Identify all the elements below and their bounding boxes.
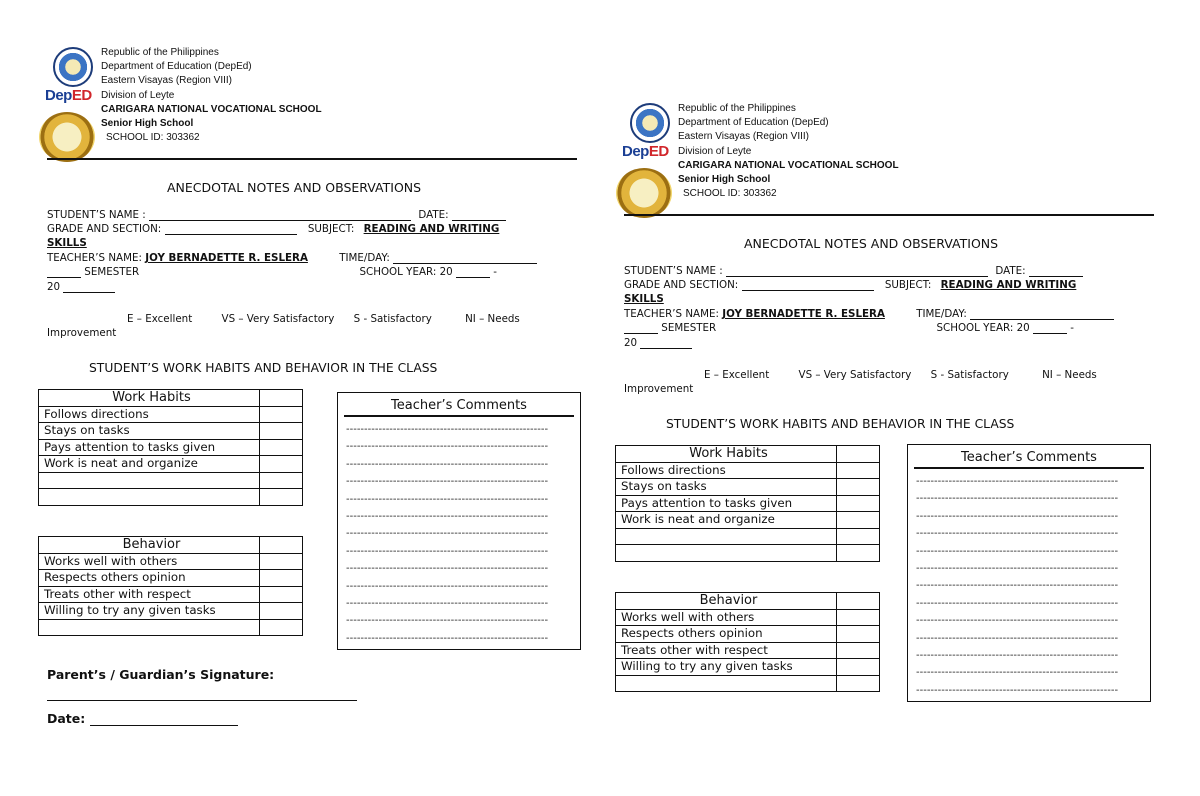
teacher-row: TEACHER’S NAME: JOY BERNADETTE R. ESLERA TIME/DAY: xyxy=(47,252,537,264)
teacher-row: TEACHER’S NAME: JOY BERNADETTE R. ESLERA TIME/DAY: xyxy=(624,308,1114,320)
student-name-row: STUDENT’S NAME : DATE: xyxy=(624,265,1083,277)
school-logo xyxy=(39,112,95,162)
header-rule xyxy=(624,214,1154,216)
deped-seal-logo xyxy=(630,103,670,143)
rating-legend: E – Excellent VS – Very Satisfactory S - Satisfactory NI – Needs xyxy=(127,313,520,325)
form-title: ANECDOTAL NOTES AND OBSERVATIONS xyxy=(744,236,999,251)
grade-subject-row: GRADE AND SECTION: SUBJECT: READING AND WRITING xyxy=(47,223,500,235)
table-row: Treats other with respect xyxy=(39,586,303,603)
table-row: Respects others opinion xyxy=(39,570,303,587)
table-row xyxy=(39,619,303,636)
anecdotal-form-left: DepED Republic of the Philippines Department of Education (DepEd) Eastern Visayas (Region VIII) Division of Leyte CARIGARA NATIONAL VOCATIONAL SCHOOL Senior High School SCHOOL ID: 303362 ANECDOTAL NOTES AND OBSERVATIONS STUDENT’S NAME : DATE: GRADE AND SECTION: SUBJECT: READING AND WRITING SKILLS TEACHER’S NAME: JOY BERNADETTE R. ESLERA TIME/DAY: SEMESTER SCHOOL YEAR: 20 - 20 E – Excellent VS – Very Satisfactory S - Satisfactory NI – Needs Improvement STUDENT’S WORK HABITS AND BEHAVIOR IN THE CLASS Work Habits Follows directions Stays on tasks Pays attention to tasks given Work is neat and organize Behavior Works well with others Respects others opinion Treats other with respect Willing to try any given tasks Teacher’s Comments -------------------------------------------------------- -------------------------------------------------------- -------------------------------------------------------- -------------------------------------------------------- -------------------------------------------------------- -------------------------------------------------------- -------------------------------------------------------- -------------------------------------------------------- -------------------------------------------------------- -------------------------------------------------------- -------------------------------------------------------- -------------------------------------------------------- -------------------------------------------------------- Parent’s / Guardian’s Signature: Date: xyxy=(35,40,595,740)
school-year-end-field[interactable] xyxy=(63,281,115,293)
letterhead xyxy=(612,96,1157,221)
table-row xyxy=(616,528,880,545)
student-name-row: STUDENT’S NAME : DATE: xyxy=(47,209,506,221)
student-name-field[interactable] xyxy=(726,265,988,277)
work-habits-table: Work Habits Follows directions Stays on tasks Pays attention to tasks given Work is neat and organize xyxy=(38,389,303,506)
behavior-table: Behavior Works well with others Respects others opinion Treats other with respect Willing to try any given tasks xyxy=(615,592,880,692)
table-row: Works well with others xyxy=(39,553,303,570)
letterhead xyxy=(35,40,580,165)
rating-legend: E – Excellent VS – Very Satisfactory S - Satisfactory NI – Needs xyxy=(704,369,1097,381)
school-year-end-field[interactable] xyxy=(640,337,692,349)
table-row: Respects others opinion xyxy=(616,626,880,643)
school-year-start-field[interactable] xyxy=(456,266,490,278)
table-row: Stays on tasks xyxy=(616,479,880,496)
date-field[interactable] xyxy=(452,209,506,221)
section-title: STUDENT’S WORK HABITS AND BEHAVIOR IN THE CLASS xyxy=(666,417,1015,431)
table-row: Work is neat and organize xyxy=(39,456,303,473)
grade-section-field[interactable] xyxy=(742,279,874,291)
anecdotal-form-right: DepED Republic of the Philippines Department of Education (DepEd) Eastern Visayas (Region VIII) Division of Leyte CARIGARA NATIONAL VOCATIONAL SCHOOL Senior High School SCHOOL ID: 303362 ANECDOTAL NOTES AND OBSERVATIONS STUDENT’S NAME : DATE: GRADE AND SECTION: SUBJECT: READING AND WRITING SKILLS TEACHER’S NAME: JOY BERNADETTE R. ESLERA TIME/DAY: SEMESTER SCHOOL YEAR: 20 - 20 E – Excellent VS – Very Satisfactory S - Satisfactory NI – Needs Improvement STUDENT’S WORK HABITS AND BEHAVIOR IN THE CLASS Work Habits Follows directions Stays on tasks Pays attention to tasks given Work is neat and organize Behavior Works well with others Respects others opinion Treats other with respect Willing to try any given tasks Teacher’s Comments -------------------------------------------------------- -------------------------------------------------------- -------------------------------------------------------- -------------------------------------------------------- -------------------------------------------------------- -------------------------------------------------------- -------------------------------------------------------- -------------------------------------------------------- -------------------------------------------------------- -------------------------------------------------------- -------------------------------------------------------- -------------------------------------------------------- -------------------------------------------------------- xyxy=(612,96,1172,796)
letterhead-text: Republic of the Philippines Department of Education (DepEd) Eastern Visayas (Region VIII) Division of Leyte CARIGARA NATIONAL VOCATIONAL SCHOOL Senior High School SCHOOL ID: 303362 xyxy=(678,103,899,200)
table-row: Works well with others xyxy=(616,609,880,626)
signature-date-field[interactable] xyxy=(90,711,238,726)
section-title: STUDENT’S WORK HABITS AND BEHAVIOR IN THE CLASS xyxy=(89,361,438,375)
deped-seal-logo xyxy=(53,47,93,87)
table-row: Follows directions xyxy=(616,462,880,479)
table-row: Follows directions xyxy=(39,406,303,423)
school-logo xyxy=(616,168,672,218)
table-row: Pays attention to tasks given xyxy=(616,495,880,512)
grade-section-field[interactable] xyxy=(165,223,297,235)
date-field[interactable] xyxy=(1029,265,1083,277)
table-row: Pays attention to tasks given xyxy=(39,439,303,456)
timeday-field[interactable] xyxy=(970,308,1114,320)
header-rule xyxy=(47,158,577,160)
teacher-comments-box[interactable]: Teacher’s Comments -------------------------------------------------------- -------------------------------------------------------- -------------------------------------------------------- -------------------------------------------------------- -------------------------------------------------------- -------------------------------------------------------- -------------------------------------------------------- -------------------------------------------------------- -------------------------------------------------------- -------------------------------------------------------- -------------------------------------------------------- -------------------------------------------------------- -------------------------------------------------------- xyxy=(337,392,581,650)
teacher-comments-box[interactable]: Teacher’s Comments -------------------------------------------------------- -------------------------------------------------------- -------------------------------------------------------- -------------------------------------------------------- -------------------------------------------------------- -------------------------------------------------------- -------------------------------------------------------- -------------------------------------------------------- -------------------------------------------------------- -------------------------------------------------------- -------------------------------------------------------- -------------------------------------------------------- -------------------------------------------------------- xyxy=(907,444,1151,702)
table-row: Willing to try any given tasks xyxy=(616,659,880,676)
behavior-table: Behavior Works well with others Respects others opinion Treats other with respect Willing to try any given tasks xyxy=(38,536,303,636)
student-name-field[interactable] xyxy=(149,209,411,221)
semester-field[interactable] xyxy=(624,322,658,334)
work-habits-table: Work Habits Follows directions Stays on tasks Pays attention to tasks given Work is neat and organize xyxy=(615,445,880,562)
table-row xyxy=(39,489,303,506)
table-row: Treats other with respect xyxy=(616,642,880,659)
table-row: Stays on tasks xyxy=(39,423,303,440)
table-row xyxy=(616,545,880,562)
school-year-start-field[interactable] xyxy=(1033,322,1067,334)
deped-logo: DepED xyxy=(45,87,92,104)
form-title: ANECDOTAL NOTES AND OBSERVATIONS xyxy=(167,180,422,195)
table-row xyxy=(616,675,880,692)
table-row: Willing to try any given tasks xyxy=(39,603,303,620)
timeday-field[interactable] xyxy=(393,252,537,264)
table-row: Work is neat and organize xyxy=(616,512,880,529)
guardian-signature-label: Parent’s / Guardian’s Signature: xyxy=(47,667,275,682)
table-row xyxy=(39,472,303,489)
letterhead-text: Republic of the Philippines Department of Education (DepEd) Eastern Visayas (Region VIII) Division of Leyte CARIGARA NATIONAL VOCATIONAL SCHOOL Senior High School SCHOOL ID: 303362 xyxy=(101,47,322,144)
semester-row: SEMESTER SCHOOL YEAR: 20 - xyxy=(47,266,497,278)
signature-date-row: Date: xyxy=(47,711,238,726)
grade-subject-row: GRADE AND SECTION: SUBJECT: READING AND WRITING xyxy=(624,279,1077,291)
semester-row: SEMESTER SCHOOL YEAR: 20 - xyxy=(624,322,1074,334)
signature-line[interactable] xyxy=(47,700,357,701)
deped-logo: DepED xyxy=(622,143,669,160)
semester-field[interactable] xyxy=(47,266,81,278)
